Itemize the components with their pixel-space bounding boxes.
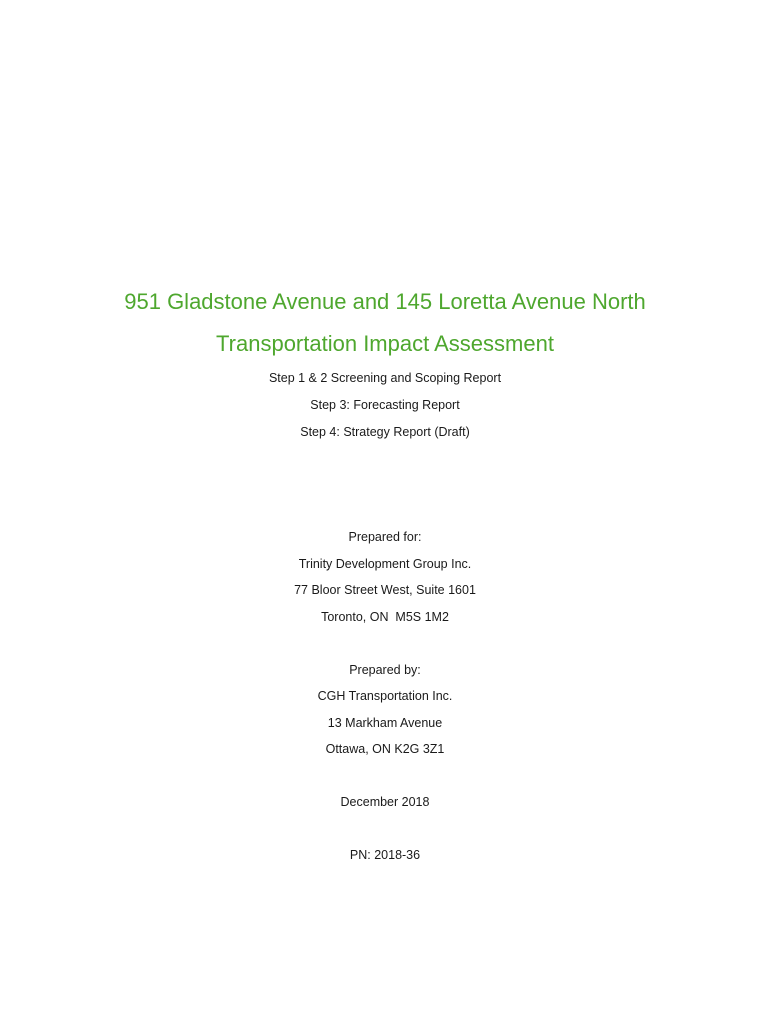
prepared-for-label: Prepared for:: [348, 530, 422, 544]
report-step-2: Step 3: Forecasting Report: [310, 398, 460, 412]
prepared-by-company: CGH Transportation Inc.: [317, 689, 453, 703]
report-title-line-2: Transportation Impact Assessment: [216, 331, 554, 356]
report-step-1: Step 1 & 2 Screening and Scoping Report: [268, 371, 502, 385]
prepared-by-address-line-1: 13 Markham Avenue: [327, 716, 443, 730]
prepared-for-address-line-2: Toronto, ON M5S 1M2: [321, 610, 449, 624]
prepared-by-label: Prepared by:: [349, 663, 421, 677]
prepared-for-company: Trinity Development Group Inc.: [298, 557, 472, 571]
prepared-for-address-line-1: 77 Bloor Street West, Suite 1601: [294, 583, 476, 597]
report-date: December 2018: [340, 795, 430, 809]
report-title-line-1: 951 Gladstone Avenue and 145 Loretta Avenue North: [124, 289, 646, 314]
project-number: PN: 2018-36: [349, 848, 421, 862]
report-step-3: Step 4: Strategy Report (Draft): [300, 425, 470, 439]
prepared-by-address-line-2: Ottawa, ON K2G 3Z1: [325, 742, 445, 756]
